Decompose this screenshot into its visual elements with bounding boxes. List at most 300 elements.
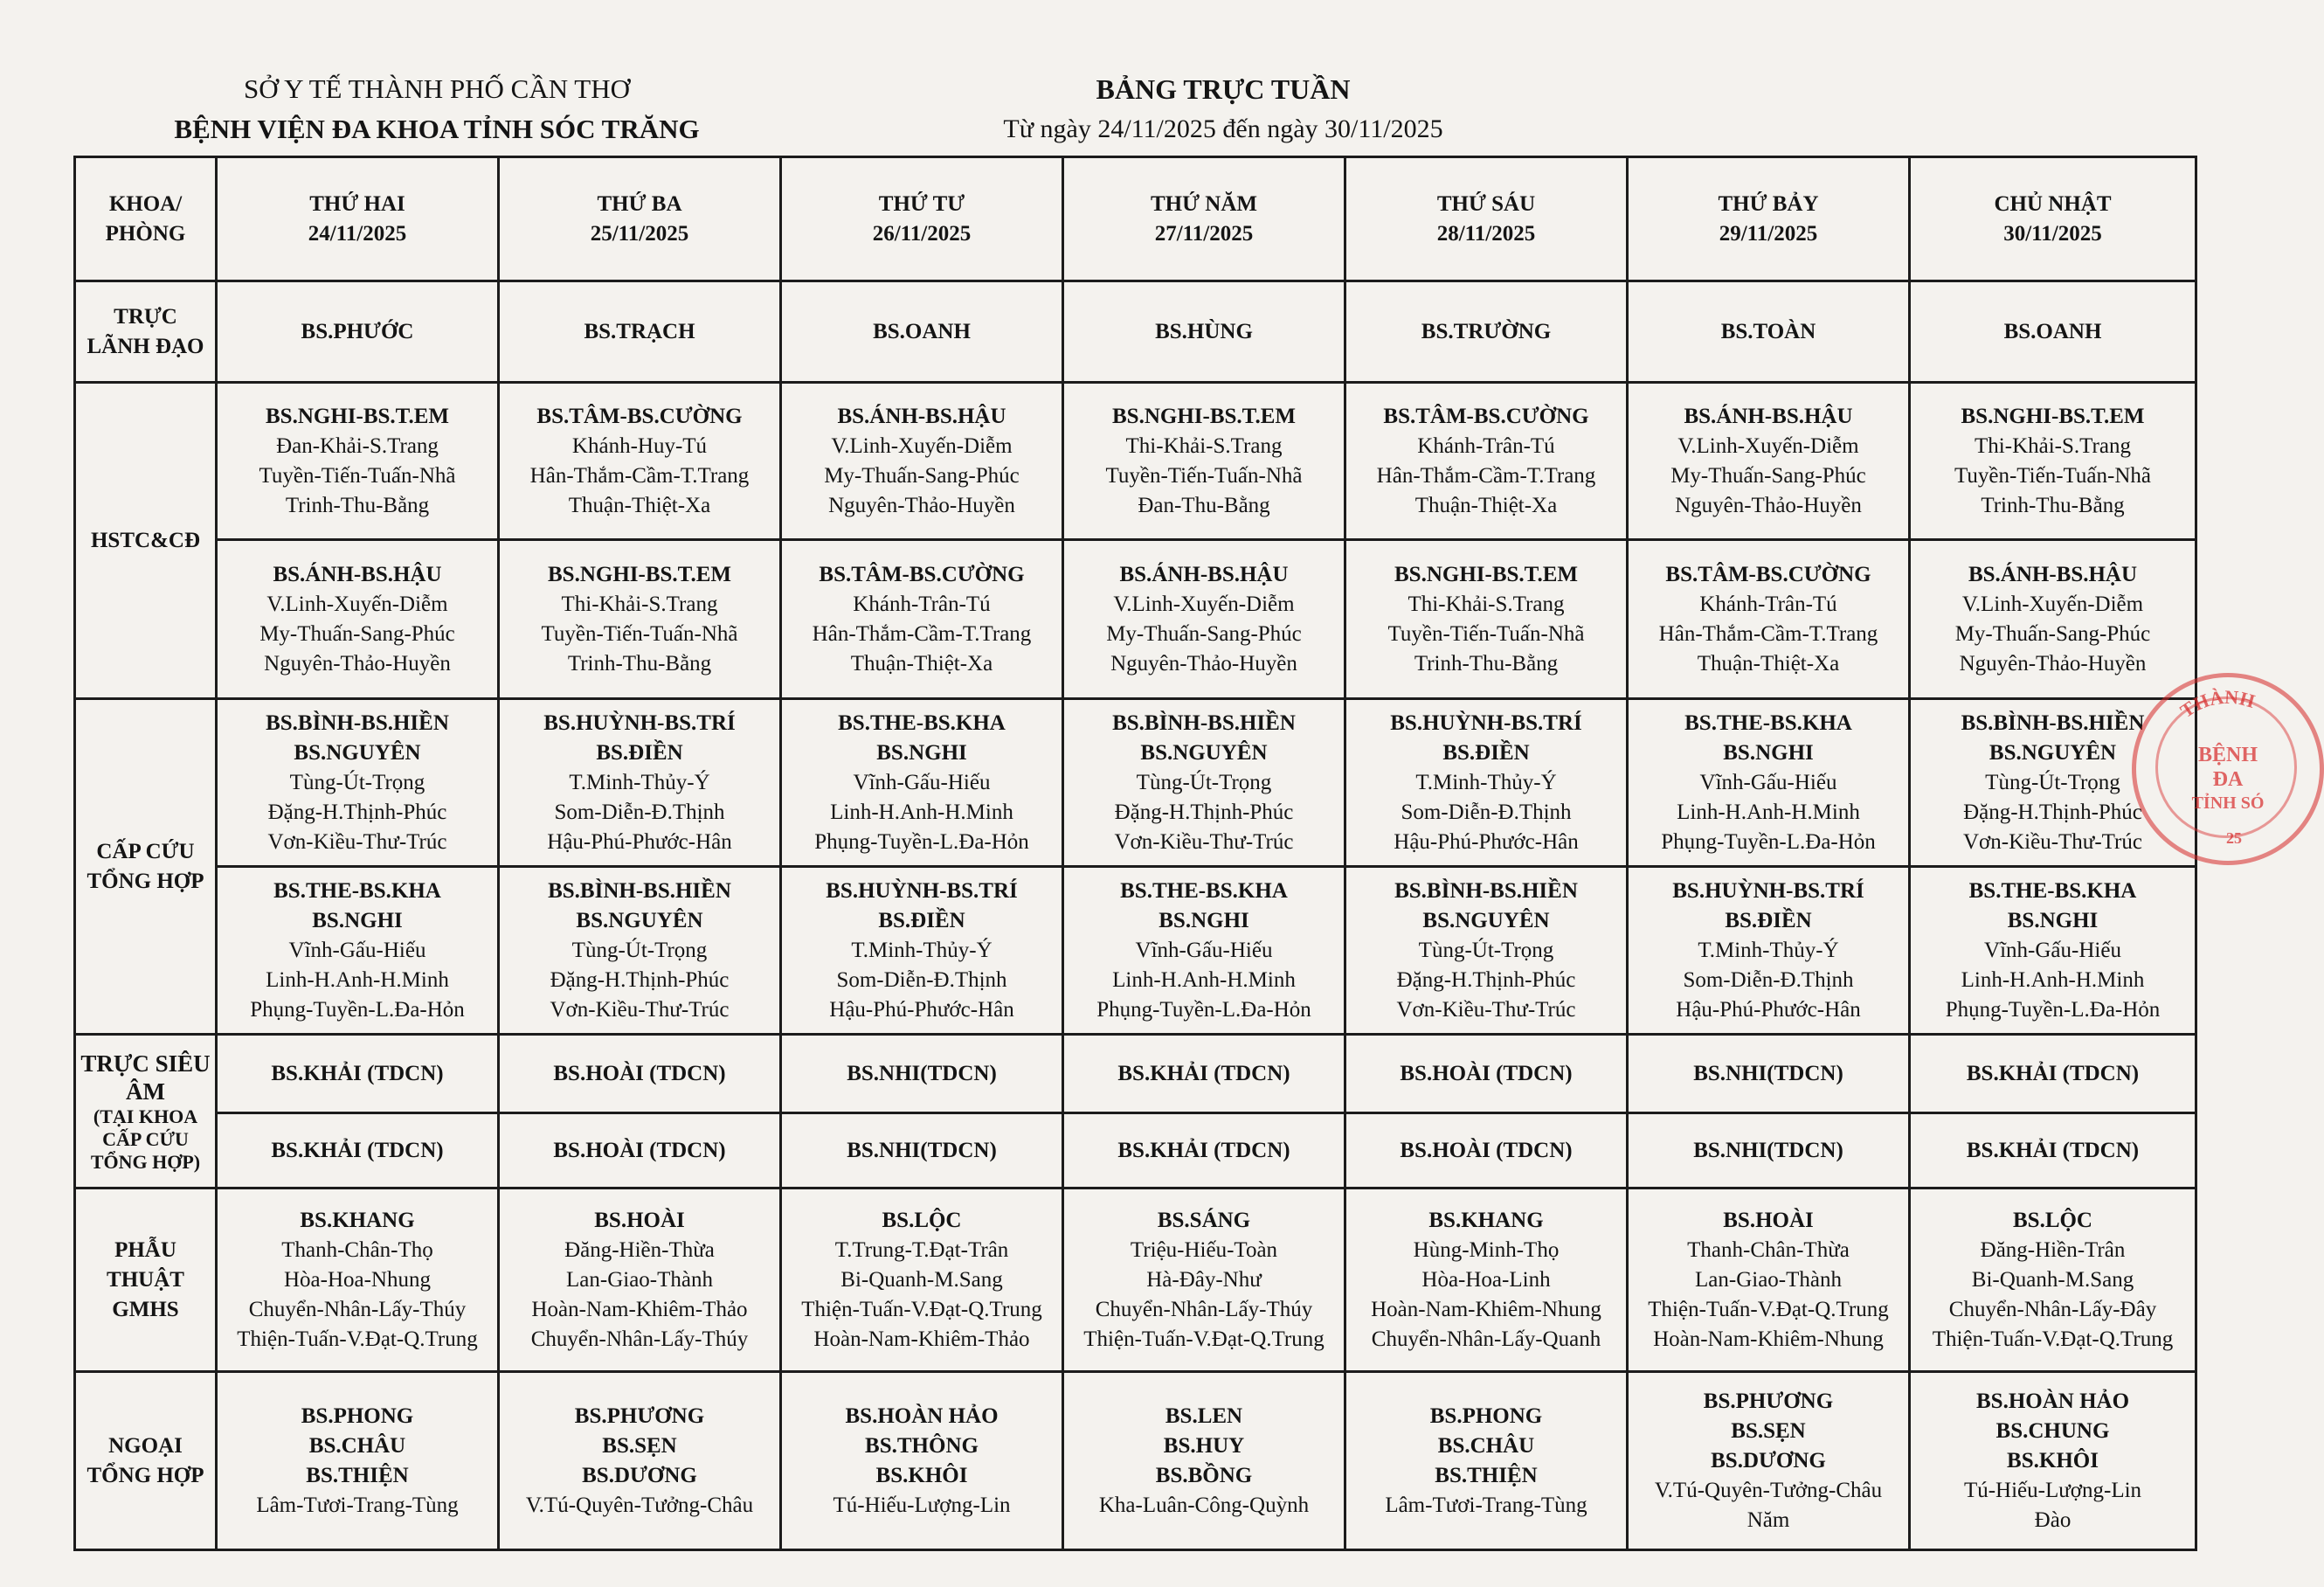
lead-doctor-2: BS.ĐIỀN <box>878 908 965 932</box>
duty-cell <box>1345 540 1628 699</box>
staff-line: Khánh-Trân-Tú <box>853 592 991 616</box>
row-label-emergency <box>75 699 217 1035</box>
day-date: 24/11/2025 <box>308 221 407 246</box>
seal-number: 25 <box>2226 829 2242 847</box>
staff-line: Hậu-Phú-Phước-Hân <box>1676 997 1861 1022</box>
duty-cell <box>781 540 1063 699</box>
hospital-name: BỆNH VIỆN ĐA KHOA TỈNH SÓC TRĂNG <box>174 114 700 144</box>
staff-line: Hòa-Hoa-Nhung <box>283 1267 431 1292</box>
lead-doctor: BS.SẸN <box>602 1433 677 1458</box>
staff-line: Tuyền-Tiến-Tuấn-Nhã <box>1954 463 2152 488</box>
day-header-3 <box>1063 157 1345 281</box>
lead-doctor: BS.HOÀN HẢO <box>845 1403 999 1428</box>
leader-name: BS.HÙNG <box>1155 319 1253 343</box>
ultrasound-row-1 <box>75 1035 2196 1113</box>
ultrasound-label-line3: (TẠI KHOA <box>93 1105 198 1127</box>
day-date: 27/11/2025 <box>1154 221 1254 246</box>
ultrasound-cell <box>1910 1113 2196 1189</box>
ultrasound-cell <box>1063 1113 1345 1189</box>
day-header-5 <box>1628 157 1910 281</box>
lead-doctor-2: BS.ĐIỀN <box>1725 908 1812 932</box>
lead-doctor-2: BS.NGHI <box>1159 908 1249 932</box>
leadership-row <box>75 281 2196 383</box>
staff-line: Đăng-Hiền-Trân <box>1980 1237 2126 1262</box>
ultrasound-cell <box>499 1113 781 1189</box>
hstc-row-1 <box>75 383 2196 540</box>
staff-line: Nguyên-Thảo-Huyền <box>1959 651 2147 676</box>
day-header-4 <box>1345 157 1628 281</box>
corner-label-line1: KHOA/ <box>108 191 183 216</box>
staff-line: Hoàn-Nam-Khiêm-Thảo <box>531 1297 748 1321</box>
general-surgery-label-line1: NGOẠI <box>108 1433 183 1458</box>
staff-line: Trinh-Thu-Bằng <box>1981 493 2125 517</box>
ultrasound-cell <box>499 1035 781 1113</box>
row-label-hstc <box>75 383 217 699</box>
issuer-header <box>131 70 743 150</box>
staff-line: Bi-Quanh-M.Sang <box>1971 1267 2134 1292</box>
staff-line: Thiện-Tuấn-V.Đạt-Q.Trung <box>1648 1297 1889 1321</box>
staff-line: Phụng-Tuyền-L.Đa-Hỏn <box>1945 997 2161 1022</box>
lead-doctors: BS.ÁNH-BS.HẬU <box>273 562 442 586</box>
staff-line: V.Tú-Quyên-Tưởng-Châu <box>525 1493 754 1517</box>
staff-line: My-Thuấn-Sang-Phúc <box>1954 621 2151 646</box>
duty-cell <box>1063 1189 1345 1372</box>
duty-cell <box>1628 1189 1910 1372</box>
lead-doctor: BS.HOÀN HẢO <box>1975 1389 2130 1413</box>
staff-line: Nguyên-Thảo-Huyền <box>828 493 1015 517</box>
lead-doctors: BS.NGHI-BS.T.EM <box>1112 404 1296 428</box>
emergency-label-line1: CẤP CỨU <box>96 839 195 863</box>
duty-cell <box>1910 867 2196 1035</box>
lead-doctor-2: BS.NGUYÊN <box>1989 740 2117 765</box>
ultrasound-cell <box>1345 1113 1628 1189</box>
leadership-cell <box>1628 281 1910 383</box>
staff-line: Đào <box>2034 1507 2072 1532</box>
staff-line: Phụng-Tuyền-L.Đa-Hỏn <box>250 997 465 1022</box>
staff-line: Nguyên-Thảo-Huyền <box>264 651 451 676</box>
lead-doctors: BS.HUỲNH-BS.TRÍ <box>543 710 736 735</box>
staff-line: Phụng-Tuyền-L.Đa-Hỏn <box>1096 997 1311 1022</box>
staff-line: V.Linh-Xuyến-Diễm <box>1677 433 1859 458</box>
duty-cell <box>781 383 1063 540</box>
leadership-cell <box>217 281 499 383</box>
lead-doctors: BS.LỘC <box>882 1208 962 1232</box>
staff-line: Chuyển-Nhân-Lấy-Thúy <box>530 1327 749 1351</box>
lead-doctors: BS.NGHI-BS.T.EM <box>1961 404 2145 428</box>
ultrasound-doctor: BS.NHI(TDCN) <box>847 1138 997 1162</box>
staff-line: Thanh-Chân-Thọ <box>281 1237 433 1262</box>
duty-cell <box>499 867 781 1035</box>
lead-doctors: BS.LỘC <box>2012 1208 2092 1232</box>
staff-line: My-Thuấn-Sang-Phúc <box>824 463 1020 488</box>
day-date: 26/11/2025 <box>872 221 972 246</box>
staff-line: Đặng-H.Thịnh-Phúc <box>267 800 447 824</box>
staff-line: Thi-Khải-S.Trang <box>1408 592 1565 616</box>
lead-doctors: BS.BÌNH-BS.HIỀN <box>1394 878 1578 903</box>
staff-line: Trinh-Thu-Bằng <box>567 651 712 676</box>
staff-line: Hậu-Phú-Phước-Hân <box>1394 829 1579 854</box>
staff-line: Đặng-H.Thịnh-Phúc <box>550 967 730 992</box>
staff-line: Som-Diễn-Đ.Thịnh <box>1401 800 1572 824</box>
lead-doctor-2: BS.NGHI <box>312 908 403 932</box>
leadership-cell <box>1345 281 1628 383</box>
staff-line: Hoàn-Nam-Khiêm-Nhung <box>1653 1327 1884 1351</box>
day-date: 28/11/2025 <box>1436 221 1536 246</box>
staff-line: Linh-H.Anh-H.Minh <box>1677 800 1860 824</box>
duty-cell <box>217 699 499 867</box>
lead-doctors: BS.BÌNH-BS.HIỀN <box>266 710 449 735</box>
lead-doctors: BS.HUỲNH-BS.TRÍ <box>826 878 1018 903</box>
leader-name: BS.OANH <box>2003 319 2102 343</box>
staff-line: Hòa-Hoa-Linh <box>1421 1267 1551 1292</box>
surgery-label-line1: PHẪU <box>114 1237 176 1262</box>
staff-line: V.Linh-Xuyến-Diễm <box>1113 592 1295 616</box>
staff-line: T.Trung-T.Đạt-Trân <box>834 1237 1009 1262</box>
leader-name: BS.TOÀN <box>1720 319 1816 343</box>
day-name: THỨ TƯ <box>878 191 965 216</box>
duty-cell <box>1063 699 1345 867</box>
staff-line: Đặng-H.Thịnh-Phúc <box>1114 800 1294 824</box>
seal-text-line3: TỈNH SÓ <box>2191 794 2265 813</box>
duty-cell <box>1910 1189 2196 1372</box>
staff-line: Tuyền-Tiến-Tuấn-Nhã <box>1387 621 1585 646</box>
seal-arc-text: THÀNH <box>2175 685 2258 723</box>
duty-cell <box>1910 540 2196 699</box>
staff-line: Hà-Đây-Như <box>1146 1267 1262 1292</box>
staff-line: Chuyển-Nhân-Lấy-Quanh <box>1371 1327 1601 1351</box>
surgery-label-line2: THUẬT <box>107 1267 184 1292</box>
duty-cell <box>217 1372 499 1550</box>
staff-line: Đặng-H.Thịnh-Phúc <box>1963 800 2142 824</box>
day-name: THỨ HAI <box>309 191 405 216</box>
lead-doctors: BS.SÁNG <box>1157 1208 1251 1232</box>
staff-line: Linh-H.Anh-H.Minh <box>1112 967 1296 992</box>
day-header-0 <box>217 157 499 281</box>
lead-doctors: BS.NGHI-BS.T.EM <box>548 562 731 586</box>
ultrasound-cell <box>781 1113 1063 1189</box>
general-surgery-row <box>75 1372 2196 1550</box>
lead-doctor-2: BS.NGHI <box>1723 740 1814 765</box>
staff-line: Thuận-Thiệt-Xa <box>1697 651 1840 676</box>
row-label-ultrasound <box>75 1035 217 1189</box>
leader-name: BS.PHƯỚC <box>301 319 414 343</box>
staff-line: Thuận-Thiệt-Xa <box>850 651 993 676</box>
staff-line: Lan-Giao-Thành <box>566 1267 713 1292</box>
staff-line: Hân-Thắm-Cầm-T.Trang <box>812 621 1032 646</box>
staff-line: Tuyền-Tiến-Tuấn-Nhã <box>541 621 738 646</box>
staff-line: Hân-Thắm-Cầm-T.Trang <box>529 463 750 488</box>
staff-line: Kha-Luân-Công-Quỳnh <box>1098 1493 1310 1517</box>
duty-cell <box>1628 1372 1910 1550</box>
leader-name: BS.OANH <box>873 319 971 343</box>
corner-header <box>75 157 217 281</box>
staff-line: V.Linh-Xuyến-Diễm <box>831 433 1013 458</box>
staff-line: Thiện-Tuấn-V.Đạt-Q.Trung <box>801 1297 1042 1321</box>
staff-line: Vơn-Kiều-Thư-Trúc <box>1963 829 2142 854</box>
duty-cell <box>217 867 499 1035</box>
duty-cell <box>1910 1372 2196 1550</box>
lead-doctor: BS.LEN <box>1165 1403 1243 1428</box>
duty-cell <box>1345 699 1628 867</box>
day-name: THỨ SÁU <box>1436 191 1536 216</box>
lead-doctors: BS.THE-BS.KHA <box>1684 710 1852 735</box>
staff-line: V.Linh-Xuyến-Diễm <box>1961 592 2144 616</box>
duty-cell <box>1910 383 2196 540</box>
duty-cell <box>1628 383 1910 540</box>
staff-line: Hậu-Phú-Phước-Hân <box>829 997 1014 1022</box>
row-label-leadership <box>75 281 217 383</box>
staff-line: Khánh-Trân-Tú <box>1417 433 1555 458</box>
duty-cell <box>1063 867 1345 1035</box>
lead-doctors: BS.ÁNH-BS.HẬU <box>1684 404 1853 428</box>
lead-doctor-2: BS.NGHI <box>2007 908 2099 932</box>
staff-line: Phụng-Tuyền-L.Đa-Hỏn <box>814 829 1029 854</box>
general-surgery-label-line2: TỔNG HỢP <box>86 1463 204 1487</box>
day-name: CHỦ NHẬT <box>1994 191 2112 216</box>
lead-doctor-2: BS.ĐIỀN <box>596 740 683 765</box>
ultrasound-doctor: BS.HOÀI (TDCN) <box>1400 1061 1573 1085</box>
staff-line: Tùng-Út-Trọng <box>289 770 425 794</box>
ultrasound-doctor: BS.NHI(TDCN) <box>1693 1061 1843 1085</box>
lead-doctors: BS.ÁNH-BS.HẬU <box>1968 562 2138 586</box>
surgery-label-line3: GMHS <box>112 1297 179 1321</box>
staff-line: Tùng-Út-Trọng <box>1418 938 1554 962</box>
staff-line: T.Minh-Thủy-Ý <box>1415 770 1557 794</box>
duty-cell <box>499 540 781 699</box>
staff-line: Hùng-Minh-Thọ <box>1413 1237 1560 1262</box>
duty-cell <box>781 867 1063 1035</box>
lead-doctors: BS.THE-BS.KHA <box>1120 878 1288 903</box>
staff-line: Vĩnh-Gấu-Hiếu <box>1984 938 2121 962</box>
staff-line: Hân-Thắm-Cầm-T.Trang <box>1376 463 1596 488</box>
duty-cell <box>217 383 499 540</box>
duty-cell <box>1628 699 1910 867</box>
staff-line: Vĩnh-Gấu-Hiếu <box>288 938 426 962</box>
staff-line: Lan-Giao-Thành <box>1695 1267 1842 1292</box>
day-date: 25/11/2025 <box>590 221 689 246</box>
ultrasound-cell <box>781 1035 1063 1113</box>
day-header-2 <box>781 157 1063 281</box>
leader-name: BS.TRẠCH <box>584 319 695 343</box>
lead-doctor: BS.CHÂU <box>1437 1433 1535 1458</box>
leadership-cell <box>1063 281 1345 383</box>
lead-doctor: BS.KHÔI <box>875 1463 968 1487</box>
ultrasound-cell <box>217 1035 499 1113</box>
lead-doctors: BS.HUỲNH-BS.TRÍ <box>1672 878 1864 903</box>
staff-line: Lâm-Tươi-Trang-Tùng <box>256 1493 459 1517</box>
lead-doctors: BS.BÌNH-BS.HIỀN <box>548 878 731 903</box>
staff-line: Triệu-Hiếu-Toàn <box>1130 1237 1278 1262</box>
staff-line: Tuyền-Tiến-Tuấn-Nhã <box>1105 463 1303 488</box>
ultrasound-cell <box>1345 1035 1628 1113</box>
lead-doctor: BS.THÔNG <box>865 1433 979 1458</box>
day-date: 30/11/2025 <box>2003 221 2102 246</box>
leadership-cell <box>781 281 1063 383</box>
leader-name: BS.TRƯỜNG <box>1421 319 1552 343</box>
staff-line: Hoàn-Nam-Khiêm-Thảo <box>813 1327 1030 1351</box>
staff-line: Phụng-Tuyền-L.Đa-Hỏn <box>1661 829 1876 854</box>
ultrasound-label-line1: TRỰC SIÊU <box>80 1050 211 1077</box>
staff-line: Đặng-H.Thịnh-Phúc <box>1396 967 1576 992</box>
ultrasound-doctor: BS.NHI(TDCN) <box>1693 1138 1843 1162</box>
ultrasound-cell <box>217 1113 499 1189</box>
date-range: Từ ngày 24/11/2025 đến ngày 30/11/2025 <box>1003 114 1443 143</box>
staff-line: Tùng-Út-Trọng <box>1985 770 2120 794</box>
staff-line: Thiện-Tuấn-V.Đạt-Q.Trung <box>1083 1327 1325 1351</box>
staff-line: Chuyển-Nhân-Lấy-Thúy <box>1095 1297 1313 1321</box>
department-name: SỞ Y TẾ THÀNH PHỐ CẦN THƠ <box>243 73 631 104</box>
lead-doctor-2: BS.NGUYÊN <box>1140 740 1268 765</box>
lead-doctor-2: BS.NGHI <box>876 740 967 765</box>
leadership-label-line1: TRỰC <box>114 304 177 329</box>
duty-cell <box>217 1189 499 1372</box>
ultrasound-cell <box>1628 1113 1910 1189</box>
staff-line: Thiện-Tuấn-V.Đạt-Q.Trung <box>237 1327 478 1351</box>
duty-cell <box>1910 699 2196 867</box>
staff-line: Tuyền-Tiến-Tuấn-Nhã <box>259 463 456 488</box>
ultrasound-doctor: BS.HOÀI (TDCN) <box>1400 1138 1573 1162</box>
staff-line: Hoàn-Nam-Khiêm-Nhung <box>1371 1297 1601 1321</box>
staff-line: Chuyển-Nhân-Lấy-Đây <box>1948 1297 2157 1321</box>
duty-cell <box>1345 867 1628 1035</box>
row-label-general-surgery <box>75 1372 217 1550</box>
seal-text-line1: BỆNH <box>2197 744 2258 766</box>
ultrasound-doctor: BS.KHẢI (TDCN) <box>271 1138 444 1162</box>
day-date: 29/11/2025 <box>1719 221 1818 246</box>
seal-text-line2: ĐA <box>2212 768 2244 791</box>
lead-doctors: BS.BÌNH-BS.HIỀN <box>1112 710 1296 735</box>
staff-line: My-Thuấn-Sang-Phúc <box>1670 463 1866 488</box>
staff-line: Vơn-Kiều-Thư-Trúc <box>1396 997 1576 1022</box>
lead-doctors: BS.NGHI-BS.T.EM <box>266 404 449 428</box>
day-header-6 <box>1910 157 2196 281</box>
staff-line: Linh-H.Anh-H.Minh <box>266 967 449 992</box>
lead-doctors: BS.BÌNH-BS.HIỀN <box>1961 710 2145 735</box>
duty-cell <box>781 1189 1063 1372</box>
corner-label-line2: PHÒNG <box>105 221 186 246</box>
staff-line: Thiện-Tuấn-V.Đạt-Q.Trung <box>1932 1327 2174 1351</box>
lead-doctors: BS.TÂM-BS.CƯỜNG <box>819 562 1025 586</box>
duty-cell <box>1628 540 1910 699</box>
staff-line: T.Minh-Thủy-Ý <box>569 770 710 794</box>
document-header <box>874 70 1573 150</box>
staff-line: Hân-Thắm-Cầm-T.Trang <box>1658 621 1878 646</box>
ultrasound-cell <box>1910 1035 2196 1113</box>
lead-doctor: BS.DƯƠNG <box>1711 1448 1826 1473</box>
staff-line: Tú-Hiếu-Lượng-Lin <box>1963 1478 2142 1502</box>
ultrasound-label-line4: CẤP CỨU <box>102 1127 189 1150</box>
staff-line: Thi-Khải-S.Trang <box>1975 433 2131 458</box>
lead-doctor-2: BS.ĐIỀN <box>1442 740 1530 765</box>
day-header-1 <box>499 157 781 281</box>
lead-doctors: BS.TÂM-BS.CƯỜNG <box>1383 404 1589 428</box>
lead-doctors: BS.THE-BS.KHA <box>838 710 1006 735</box>
staff-line: Tùng-Út-Trọng <box>571 938 708 962</box>
surgery-row <box>75 1189 2196 1372</box>
staff-line: Thuận-Thiệt-Xa <box>568 493 711 517</box>
row-label-surgery <box>75 1189 217 1372</box>
staff-line: Vĩnh-Gấu-Hiếu <box>853 770 991 794</box>
duty-cell <box>499 699 781 867</box>
lead-doctor: BS.CHÂU <box>308 1433 406 1458</box>
lead-doctor: BS.THIỆN <box>1435 1463 1538 1487</box>
lead-doctor: BS.THIỆN <box>306 1463 409 1487</box>
staff-line: Khánh-Huy-Tú <box>571 433 708 458</box>
lead-doctor: BS.HUY <box>1163 1433 1245 1458</box>
staff-line: Khánh-Trân-Tú <box>1699 592 1837 616</box>
emergency-row-2 <box>75 867 2196 1035</box>
lead-doctors: BS.ÁNH-BS.HẬU <box>1119 562 1289 586</box>
staff-line: Thi-Khải-S.Trang <box>1125 433 1283 458</box>
ultrasound-label-line2: ÂM <box>126 1078 165 1105</box>
ultrasound-cell <box>1628 1035 1910 1113</box>
hstc-label: HSTC&CĐ <box>90 528 200 552</box>
staff-line: Đan-Khải-S.Trang <box>276 433 439 458</box>
duty-cell <box>217 540 499 699</box>
lead-doctors: BS.KHANG <box>1428 1208 1544 1232</box>
duty-cell <box>1345 1372 1628 1550</box>
staff-line: Vĩnh-Gấu-Hiếu <box>1699 770 1837 794</box>
lead-doctor: BS.PHONG <box>1429 1403 1543 1428</box>
ultrasound-doctor: BS.NHI(TDCN) <box>847 1061 997 1085</box>
lead-doctors: BS.HUỲNH-BS.TRÍ <box>1390 710 1582 735</box>
lead-doctor-2: BS.NGUYÊN <box>294 740 421 765</box>
ultrasound-doctor: BS.KHẢI (TDCN) <box>1117 1061 1290 1085</box>
lead-doctor: BS.BỒNG <box>1155 1463 1253 1487</box>
duty-cell <box>1345 383 1628 540</box>
duty-roster-table <box>73 156 2197 1551</box>
staff-line: Trinh-Thu-Bằng <box>285 493 430 517</box>
ultrasound-cell <box>1063 1035 1345 1113</box>
duty-cell <box>781 1372 1063 1550</box>
lead-doctor: BS.PHONG <box>301 1403 414 1428</box>
document-title: BẢNG TRỰC TUẦN <box>1096 73 1351 105</box>
duty-cell <box>1628 867 1910 1035</box>
lead-doctors: BS.TÂM-BS.CƯỜNG <box>536 404 743 428</box>
day-name: THỨ BẢY <box>1718 191 1819 216</box>
staff-line: My-Thuấn-Sang-Phúc <box>1106 621 1302 646</box>
lead-doctor: BS.DƯƠNG <box>582 1463 697 1487</box>
staff-line: Trinh-Thu-Bằng <box>1414 651 1559 676</box>
leadership-cell <box>499 281 781 383</box>
staff-line: Thuận-Thiệt-Xa <box>1414 493 1558 517</box>
staff-line: Som-Diễn-Đ.Thịnh <box>554 800 725 824</box>
staff-line: T.Minh-Thủy-Ý <box>851 938 993 962</box>
staff-line: Đan-Thu-Bằng <box>1138 493 1270 517</box>
lead-doctors: BS.HOÀI <box>1723 1208 1814 1232</box>
ultrasound-doctor: BS.KHẢI (TDCN) <box>271 1061 444 1085</box>
lead-doctors: BS.ÁNH-BS.HẬU <box>837 404 1006 428</box>
staff-line: Vơn-Kiều-Thư-Trúc <box>1114 829 1294 854</box>
duty-cell <box>499 1189 781 1372</box>
lead-doctor-2: BS.NGUYÊN <box>1422 908 1550 932</box>
lead-doctor: BS.KHÔI <box>2007 1448 2099 1473</box>
hstc-row-2 <box>75 540 2196 699</box>
lead-doctor: BS.CHUNG <box>1995 1418 2110 1443</box>
duty-cell <box>499 383 781 540</box>
header-row <box>75 157 2196 281</box>
ultrasound-doctor: BS.KHẢI (TDCN) <box>1117 1138 1290 1162</box>
staff-line: Hậu-Phú-Phước-Hân <box>547 829 732 854</box>
ultrasound-doctor: BS.HOÀI (TDCN) <box>553 1061 726 1085</box>
staff-line: Vĩnh-Gấu-Hiếu <box>1135 938 1273 962</box>
staff-line: Tú-Hiếu-Lượng-Lin <box>833 1493 1011 1517</box>
staff-line: Năm <box>1746 1507 1790 1532</box>
staff-line: Tùng-Út-Trọng <box>1136 770 1272 794</box>
staff-line: Thanh-Chân-Thừa <box>1687 1237 1850 1262</box>
lead-doctor: BS.SẸN <box>1731 1418 1806 1443</box>
lead-doctors: BS.THE-BS.KHA <box>273 878 441 903</box>
